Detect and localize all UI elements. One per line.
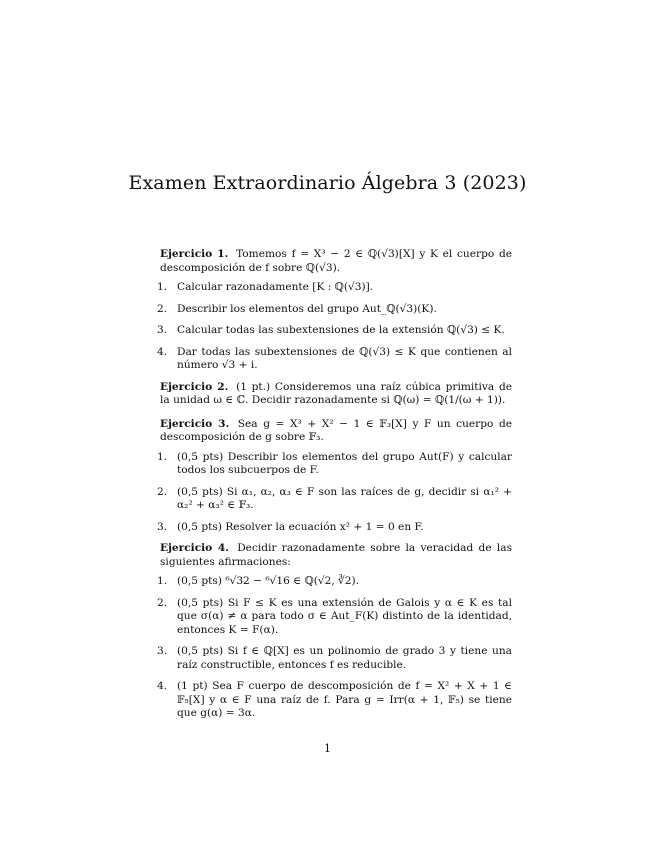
- page-number: 1: [324, 742, 331, 755]
- page-title: Examen Extraordinario Álgebra 3 (2023): [128, 172, 527, 194]
- exercise-statement: Tomemos f = X³ − 2 ∈ ℚ(√3)[X] y K el cuerpo de descomposición de f sobre ℚ(√3).: [160, 248, 513, 274]
- list-item: [157, 520, 512, 535]
- exam-body: [157, 248, 513, 729]
- item-text: (1 pt) Sea F cuerpo de descomposición de f = X² + X + 1 ∈ 𝔽₅[X] y α ∈ F una raíz de f. Para g = Irr(α + 1, 𝔽₅) se tiene que g(α) = 3α.: [177, 680, 512, 719]
- item-text: (0,5 pts) Si F ≤ K es una extensión de Galois y α ∈ K es tal que σ(α) ≠ α para todo σ ∈ Aut_F(K) distinto de la identidad, entonces K = F(α).: [177, 596, 512, 636]
- item-text: Describir los elementos del grupo Aut_ℚ(√3)(K).: [177, 302, 437, 315]
- exercise-4: [160, 542, 512, 569]
- item-text: (0,5 pts) Si α₁, α₂, α₃ ∈ F son las raíces de g, decidir si α₁² + α₂² + α₃² ∈ 𝔽₃.: [177, 485, 512, 511]
- exercise-3-items: [157, 450, 512, 535]
- exercise-1: [160, 248, 512, 275]
- list-item: [157, 302, 512, 317]
- item-text: (0,5 pts) ⁶√32 − ⁶√16 ∈ ℚ(√2, ∛2).: [177, 575, 360, 587]
- list-item: [157, 596, 512, 638]
- item-number: 2.: [157, 596, 168, 609]
- item-number: 3.: [157, 645, 168, 657]
- exercise-1-items: [157, 281, 512, 373]
- item-number: 4.: [157, 680, 168, 692]
- item-number: 3.: [157, 520, 168, 533]
- item-text: (0,5 pts) Resolver la ecuación x² + 1 = 0 en F.: [177, 520, 424, 533]
- list-item: [157, 680, 512, 721]
- exercise-statement: Sea g = X³ + X² − 1 ∈ 𝔽₃[X] y F un cuerpo de descomposición de g sobre 𝔽₃.: [160, 417, 512, 443]
- exercise-label: Ejercicio 2.: [160, 380, 229, 393]
- item-text: Dar todas las subextensiones de ℚ(√3) ≤ K que contienen al número √3 + i.: [177, 345, 512, 371]
- list-item: [157, 450, 512, 478]
- exercise-statement: (1 pt.) Consideremos una raíz cúbica primitiva de la unidad ω ∈ ℂ. Decidir razonadamente si ℚ(ω) = ℚ(1/(ω + 1)).: [160, 380, 512, 406]
- item-number: 1.: [157, 575, 168, 587]
- item-number: 3.: [157, 324, 168, 336]
- list-item: [157, 645, 512, 672]
- list-item: [157, 281, 512, 295]
- list-item: [157, 345, 512, 373]
- item-text: (0,5 pts) Si f ∈ ℚ[X] es un polinomio de grado 3 y tiene una raíz constructible, entonces f es reducible.: [177, 645, 512, 671]
- list-item: [157, 324, 512, 338]
- item-text: Calcular todas las subextensiones de la extensión ℚ(√3) ≤ K.: [177, 324, 505, 336]
- exercise-label: Ejercicio 4.: [160, 542, 229, 554]
- list-item: [157, 575, 512, 589]
- list-item: [157, 485, 512, 513]
- exercise-label: Ejercicio 3.: [160, 417, 230, 430]
- item-number: 2.: [157, 302, 168, 315]
- exercise-label: Ejercicio 1.: [160, 248, 229, 260]
- item-number: 2.: [157, 485, 168, 498]
- exercise-4-items: [157, 575, 512, 721]
- item-number: 1.: [157, 450, 168, 463]
- exercise-3: [160, 418, 512, 445]
- exercise-2: [160, 381, 512, 408]
- exercise-statement: Decidir razonadamente sobre la veracidad de las siguientes afirmaciones:: [160, 542, 513, 568]
- item-number: 4.: [157, 345, 168, 358]
- item-number: 1.: [157, 281, 168, 293]
- item-text: (0,5 pts) Describir los elementos del grupo Aut(F) y calcular todos los subcuerpos de F.: [177, 450, 512, 476]
- item-text: Calcular razonadamente [K : ℚ(√3)].: [177, 281, 374, 293]
